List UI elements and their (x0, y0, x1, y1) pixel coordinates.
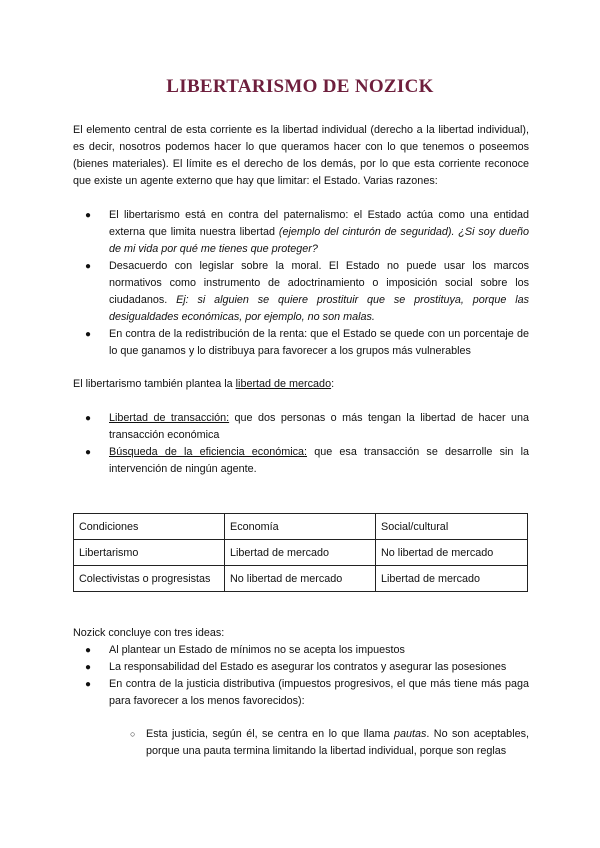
list-item-example: (ejemplo del cinturón de seguridad). ¿Si soy dueño de mi vida por qué me tienes que proteger? (109, 226, 529, 255)
list-item (73, 444, 529, 478)
sub-item-rest: . No son aceptables, porque una pauta termina limitando la libertad individual, porque son reglas (146, 728, 529, 757)
market-suffix: : (331, 378, 335, 390)
list-item-text: El libertarismo está en contra del paternalismo: el Estado actúa como una entidad externa que limita nuestra libertad (109, 209, 529, 238)
list-item (73, 207, 529, 258)
table-row (74, 540, 528, 566)
market-paragraph (73, 376, 529, 393)
market-list (73, 410, 529, 478)
list-item-example: Ej: si alguien se quiere prostituir que se prostituya, porque las desigualdades económicas, por ejemplo, no son malas. (109, 294, 529, 323)
bullet-icon: ● (85, 662, 92, 673)
bullet-icon: ● (85, 447, 92, 458)
sub-list (130, 726, 529, 760)
sub-bullet-icon: ○ (130, 729, 136, 739)
list-item-text: En contra de la justicia distributiva (impuestos progresivos, el que más tiene más paga para favorecer a los menos favorecidos): (109, 678, 529, 707)
intro-paragraph: El elemento central de esta corriente es la libertad individual (derecho a la libertad individual), es decir, nosotros podemos hacer lo que queramos hacer con lo que tenemos o poseemos (bienes materiales). El límite es el derecho de los demás, por lo que esta corriente reconoce que existe un agente externo que hay que limitar: el Estado. Varias razones: (73, 124, 529, 187)
table-header-cell: Economía (225, 514, 376, 540)
table-header-cell: Condiciones (74, 514, 225, 540)
reasons-list (73, 207, 529, 360)
comparison-table (73, 513, 527, 592)
list-item-text: que dos personas o más tengan la libertad de hacer una transacción económica (109, 412, 529, 441)
table-cell: No libertad de mercado (225, 566, 376, 592)
bullet-icon: ● (85, 413, 92, 424)
market-prefix: El libertarismo también plantea la (73, 378, 236, 390)
sub-item-term: pautas (393, 728, 427, 740)
list-item (73, 410, 529, 444)
table-header-cell: Social/cultural (376, 514, 528, 540)
list-item-term: Búsqueda de la eficiencia económica: (109, 446, 308, 458)
market-term: libertad de mercado (235, 378, 332, 390)
list-item-text: La responsabilidad del Estado es asegurar los contratos y asegurar las posesiones (109, 661, 507, 673)
table-cell: No libertad de mercado (376, 540, 528, 566)
list-item (73, 642, 529, 659)
sub-item-text: Esta justicia, según él, se centra en lo que llama (146, 728, 394, 740)
list-item (73, 258, 529, 326)
sub-list-item (130, 726, 529, 760)
list-item (73, 659, 529, 676)
list-item (73, 326, 529, 360)
bullet-icon: ● (85, 679, 92, 690)
table-row (74, 566, 528, 592)
bullet-icon: ● (85, 210, 92, 221)
conclusion-paragraph: Nozick concluye con tres ideas: (73, 627, 225, 639)
list-item-text: Desacuerdo con legislar sobre la moral. El Estado no puede usar los marcos normativos como instrumento de adoctrinamiento o imposición social sobre los ciudadanos. (109, 260, 529, 306)
list-item (73, 676, 529, 710)
list-item-text: En contra de la redistribución de la renta: que el Estado se quede con un porcentaje de lo que ganamos y lo distribuya para favorecer a los grupos más vulnerables (109, 328, 529, 357)
bullet-icon: ● (85, 261, 92, 272)
table-cell: Libertarismo (74, 540, 225, 566)
list-item-term: Libertad de transacción: (109, 412, 230, 424)
conclusion-list (73, 642, 529, 710)
bullet-icon: ● (85, 645, 92, 656)
list-item-text: Al plantear un Estado de mínimos no se acepta los impuestos (109, 644, 405, 656)
table-cell: Colectivistas o progresistas (74, 566, 225, 592)
page-title: LIBERTARISMO DE NOZICK (166, 76, 434, 97)
bullet-icon: ● (85, 329, 92, 340)
table-cell: Libertad de mercado (225, 540, 376, 566)
table-cell: Libertad de mercado (376, 566, 528, 592)
table-header-row (74, 514, 528, 540)
list-item-text: que esa transacción se desarrolle sin la intervención de ningún agente. (109, 446, 530, 475)
